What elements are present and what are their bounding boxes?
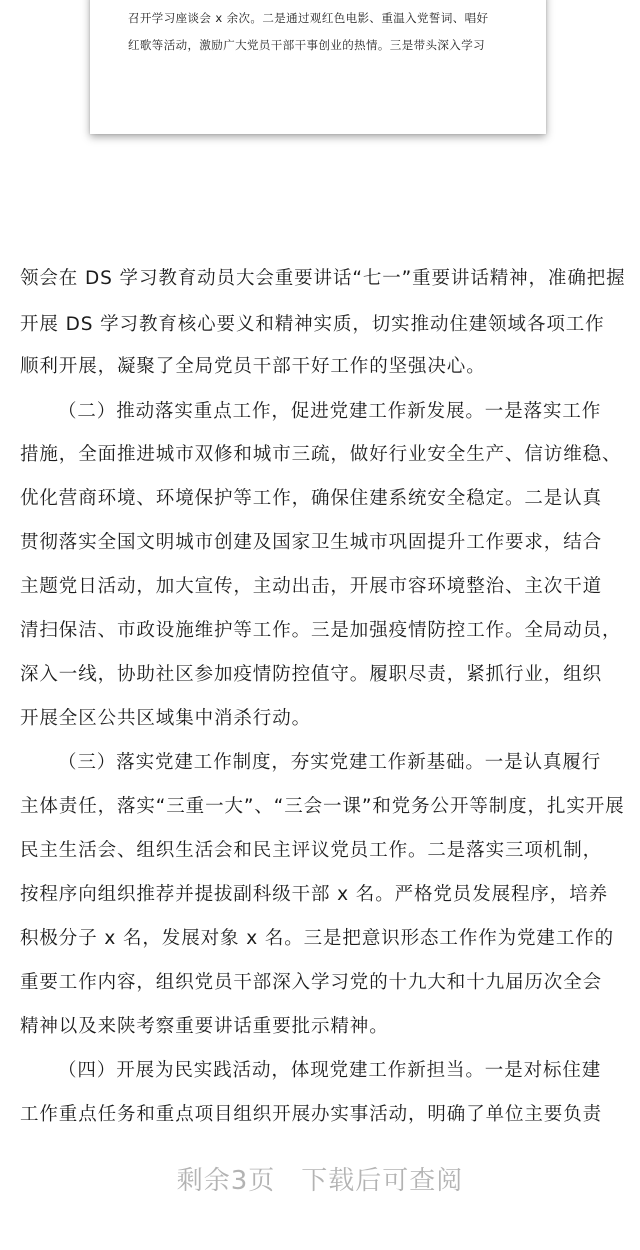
- paragraph-heading: （四）开展为民实践活动，体现党建工作新担当。一是对标住建: [58, 1060, 602, 1081]
- text-line: 顺利开展，凝聚了全局党员干部干好工作的坚强决心。: [20, 356, 486, 377]
- text-line: 积极分子 x 名，发展对象 x 名。三是把意识形态工作作为党建工作的: [20, 928, 615, 949]
- text-line: 领会在 DS 学习教育动员大会重要讲话“七一”重要讲话精神，准确把握: [20, 268, 626, 289]
- paragraph-heading: （三）落实党建工作制度，夯实党建工作新基础。一是认真履行: [58, 752, 602, 773]
- text-line: 主题党日活动，加大宣传，主动出击，开展市容环境整治、主次干道: [20, 576, 603, 597]
- text-line: 按程序向组织推荐并提拔副科级干部 x 名。严格党员发展程序，培养: [20, 884, 609, 905]
- text-line: 民主生活会、组织生活会和民主评议党员工作。二是落实三项机制，: [20, 840, 603, 861]
- text-line: 清扫保洁、市政设施维护等工作。三是加强疫情防控工作。全局动员，: [20, 620, 622, 641]
- text-line: 主体责任，落实“三重一大”、“三会一课”和党务公开等制度，扎实开展: [20, 796, 625, 817]
- preview-text-line: 召开学习座谈会 x 余次。二是通过观红色电影、重温入党誓词、唱好: [128, 11, 489, 25]
- text-line: 开展全区公共区域集中消杀行动。: [20, 708, 312, 729]
- text-line: 开展 DS 学习教育核心要义和精神实质，切实推动住建领域各项工作: [20, 314, 605, 335]
- text-line: 措施，全面推进城市双修和城市三疏，做好行业安全生产、信访维稳、: [20, 444, 622, 465]
- text-line: 工作重点任务和重点项目组织开展办实事活动，明确了单位主要负责: [20, 1104, 603, 1125]
- download-to-view-label[interactable]: 下载后可查阅: [301, 1166, 464, 1196]
- paragraph-heading: （二）推动落实重点工作，促进党建工作新发展。一是落实工作: [58, 401, 602, 422]
- text-line: 深入一线，协助社区参加疫情防控值守。履职尽责，紧抓行业，组织: [20, 664, 603, 685]
- remaining-pages-label: 剩余3页: [176, 1166, 276, 1196]
- download-prompt[interactable]: [0, 1160, 640, 1197]
- text-line: 精神以及来陕考察重要讲话重要批示精神。: [20, 1016, 389, 1037]
- text-line: 重要工作内容，组织党员干部深入学习党的十九大和十九届历次全会: [20, 972, 603, 993]
- preview-text-line: 红歌等活动，激励广大党员干部干事创业的热情。三是带头深入学习: [128, 38, 485, 52]
- text-line: 贯彻落实全国文明城市创建及国家卫生城市巩固提升工作要求，结合: [20, 532, 603, 553]
- text-line: 优化营商环境、环境保护等工作，确保住建系统安全稳定。二是认真: [20, 488, 603, 509]
- page-preview-card: [90, 0, 546, 134]
